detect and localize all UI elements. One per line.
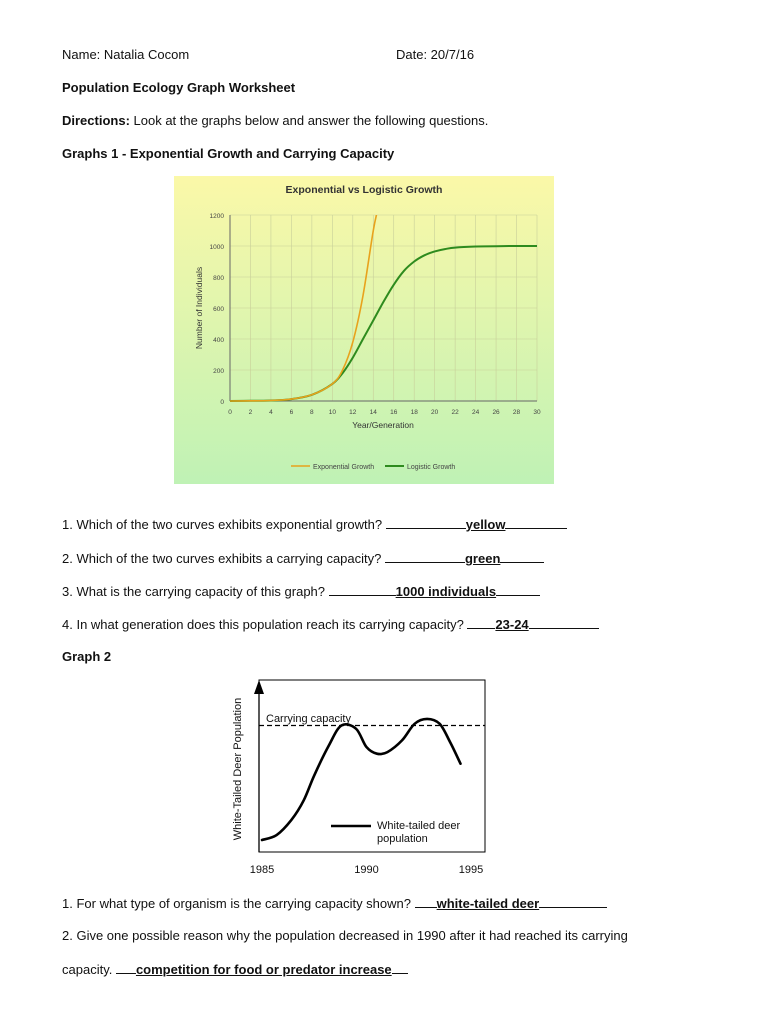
chart2-legend-line2: population — [377, 833, 428, 845]
chart1-x-tick-label: 8 — [310, 409, 314, 416]
chart2-legend-line1: White-tailed deer — [377, 820, 461, 832]
worksheet-title: Population Ecology Graph Worksheet — [62, 80, 296, 95]
chart2-x-tick-label: 1995 — [458, 864, 484, 876]
chart1-y-tick-label: 1200 — [209, 213, 224, 220]
chart2-x-tick-label: 1990 — [354, 864, 379, 876]
chart1-x-tick-label: 16 — [390, 409, 398, 416]
chart1-title: Exponential vs Logistic Growth — [285, 184, 443, 196]
chart1-x-tick-label: 14 — [369, 409, 377, 416]
chart1-x-tick-label: 20 — [431, 409, 439, 416]
deer-population-chart — [225, 672, 495, 884]
answer-text: 1000 individuals — [395, 584, 497, 599]
answer-text: green — [464, 551, 501, 566]
chart1-y-tick-label: 1000 — [209, 244, 224, 251]
chart1-legend — [291, 464, 455, 471]
question-2-1 — [62, 895, 607, 911]
question-text: capacity. — [62, 962, 116, 977]
chart1-y-tick-label: 200 — [213, 368, 224, 375]
chart2-x-tick-label: 1985 — [249, 864, 275, 876]
question-text: 1. Which of the two curves exhibits exponential growth? — [62, 517, 386, 532]
chart1-x-tick-label: 0 — [228, 409, 232, 416]
question-text: 2. Which of the two curves exhibits a carrying capacity? — [62, 551, 385, 566]
chart1-background — [174, 176, 554, 484]
section1-heading: Graphs 1 - Exponential Growth and Carrying Capacity — [62, 146, 395, 161]
chart1-x-tick-label: 4 — [269, 409, 273, 416]
question-text: 3. What is the carrying capacity of this graph? — [62, 584, 329, 599]
chart1-y-tick-label: 0 — [220, 399, 224, 406]
chart1-x-tick-label: 22 — [451, 409, 459, 416]
legend-logistic-label: Logistic Growth — [407, 464, 456, 471]
chart1-x-tick-label: 26 — [492, 409, 500, 416]
answer-text: 23-24 — [495, 617, 529, 632]
chart1-x-tick-label: 30 — [533, 409, 541, 416]
question-1-1 — [62, 516, 567, 532]
chart1-y-label: Number of Individuals — [194, 266, 204, 350]
chart1-x-tick-label: 2 — [248, 409, 253, 416]
chart2-x-ticks — [250, 864, 483, 876]
chart1-x-tick-label: 10 — [328, 409, 336, 416]
chart1-x-tick-label: 18 — [410, 409, 418, 416]
directions-text: Look at the graphs below and answer the following questions. — [129, 113, 489, 128]
question-text: 1. For what type of organism is the carrying capacity shown? — [62, 896, 415, 911]
section2-heading: Graph 2 — [62, 649, 112, 664]
chart2-y-label: White-Tailed Deer Population — [232, 697, 244, 841]
legend-exponential-label: Exponential Growth — [313, 464, 375, 471]
question-1-3 — [62, 583, 540, 599]
chart1-x-tick-label: 6 — [289, 409, 294, 416]
directions-label: Directions: — [62, 113, 130, 128]
answer-text: yellow — [465, 517, 506, 532]
question-text: 4. In what generation does this population reach its carrying capacity? — [62, 617, 468, 632]
directions — [62, 113, 488, 128]
question-1-4 — [62, 616, 599, 632]
chart1-x-tick-label: 12 — [349, 409, 357, 416]
chart1-x-label: Year/Generation — [352, 420, 414, 430]
question-2-2: 2. Give one possible reason why the population decreased in 1990 after it had reached its carrying — [62, 928, 628, 943]
carrying-capacity-label: Carrying capacity — [266, 713, 351, 725]
chart1-x-tick-label: 24 — [471, 409, 480, 416]
question-1-2 — [62, 550, 544, 566]
answer-text: competition for food or predator increase — [135, 962, 392, 977]
chart1-y-tick-label: 800 — [213, 275, 224, 282]
student-name: Name: Natalia Cocom — [62, 47, 190, 62]
question-2-2-continued — [62, 961, 408, 977]
growth-chart — [174, 176, 554, 484]
chart1-y-tick-label: 400 — [213, 337, 224, 344]
chart1-x-tick-label: 28 — [512, 409, 521, 416]
chart1-y-tick-label: 600 — [213, 306, 224, 313]
answer-text: white-tailed deer — [436, 896, 540, 911]
worksheet-date: Date: 20/7/16 — [396, 47, 475, 62]
